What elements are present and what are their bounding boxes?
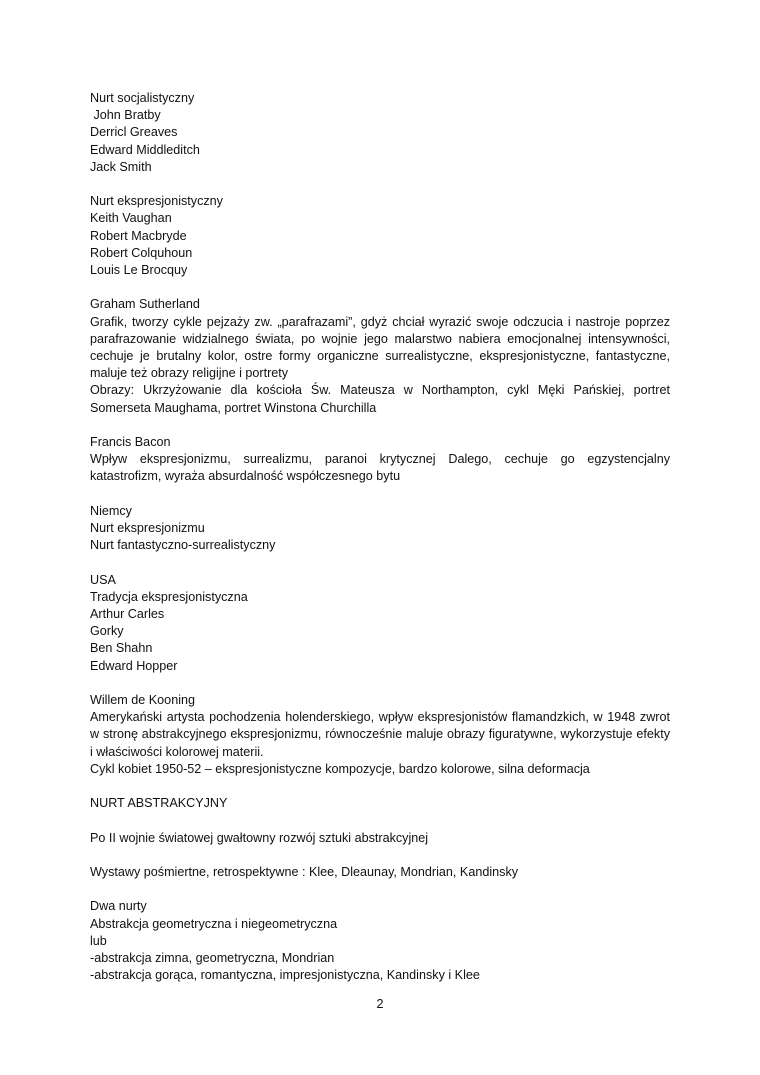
paragraph-postwar [90,830,670,847]
section-bacon [90,434,670,486]
section-dekooning [90,692,670,778]
section-sutherland [90,296,670,416]
section-heading: Dwa nurty [90,899,147,914]
artist-description: Amerykański artysta pochodzenia holenderskiego, wpływ ekspresjonistów flamandzkich, w 1948 zwrot w stronę abstrakcyjnego ekspresjonizmu, równocześnie maluje obrazy figuratywne, wykorzystuje efekty i właściwości kolorowej materii. [90,710,670,759]
paragraph-text: Po II wojnie światowej gwałtowny rozwój sztuki abstrakcyjnej [90,830,429,845]
artist-name: John Bratby [90,108,161,123]
artist-heading: Willem de Kooning [90,693,195,708]
list-item: Edward Hopper [90,658,178,673]
section-abstract-heading [90,795,670,812]
list-item: lub [90,933,107,948]
list-item: -abstrakcja zimna, geometryczna, Mondrian [90,951,335,965]
section-heading: Nurt ekspresjonistyczny [90,194,223,209]
artist-description: Wpływ ekspresjonizmu, surrealizmu, paranoi krytycznej Dalego, cechuje go egzystencjalny katastrofizm, wyraża absurdalność współczesnego bytu [90,452,670,484]
list-item: Arthur Carles [90,607,165,622]
paragraph-text: Wystawy pośmiertne, retrospektywne : Klee, Dleaunay, Mondrian, Kandinsky [90,865,519,879]
artist-name: Edward Middleditch [90,142,200,157]
list-item: -abstrakcja gorąca, romantyczna, impresjonistyczna, Kandinsky i Klee [90,968,480,983]
section-two-trends [90,898,670,984]
artist-name: Keith Vaughan [90,211,172,226]
artist-heading: Francis Bacon [90,435,171,450]
artist-name: Louis Le Brocquy [90,263,188,278]
section-heading: Nurt socjalistyczny [90,91,195,105]
artist-description: Grafik, tworzy cykle pejzaży zw. „parafrazami”, gdyż chciał wyrazić swoje odczucia i nastroje poprzez parafrazowanie widzialnego świata, po wojnie jego malarstwo nabiera emocjonalnej intensywności, cechuje je brutalny kolor, ostre formy organiczne surrealistyczne, ekspresjonistyczne, fantastyczne, maluje też obrazy religijne i portrety [90,314,670,381]
artist-works: Cykl kobiet 1950-52 – ekspresjonistyczne kompozycje, bardzo kolorowe, silna deformacja [90,761,590,776]
section-heading: NURT ABSTRAKCYJNY [90,796,228,811]
artist-name: Robert Colquhoun [90,245,193,260]
artist-name: Jack Smith [90,159,152,174]
section-expressionist [90,193,670,279]
paragraph-exhibitions [90,864,670,881]
section-socialist [90,90,670,176]
trend-item: Nurt fantastyczno-surrealistyczny [90,538,276,553]
section-heading: USA [90,572,116,587]
list-item: Tradycja ekspresjonistyczna [90,589,248,604]
section-germany [90,503,670,555]
page-number: 2 [376,997,384,1011]
artist-works: Obrazy: Ukrzyżowanie dla kościoła Św. Mateusza w Northampton, cykl Męki Pańskiej, portret Somerseta Maughama, portret Winstona Churchilla [90,383,670,415]
artist-heading: Graham Sutherland [90,297,200,312]
list-item: Abstrakcja geometryczna i niegeometryczna [90,916,338,931]
section-heading: Niemcy [90,503,132,518]
list-item: Ben Shahn [90,641,153,656]
artist-name: Robert Macbryde [90,228,187,243]
section-usa [90,572,670,675]
list-item: Gorky [90,624,124,639]
artist-name: Derricl Greaves [90,125,178,140]
trend-item: Nurt ekspresjonizmu [90,521,205,536]
